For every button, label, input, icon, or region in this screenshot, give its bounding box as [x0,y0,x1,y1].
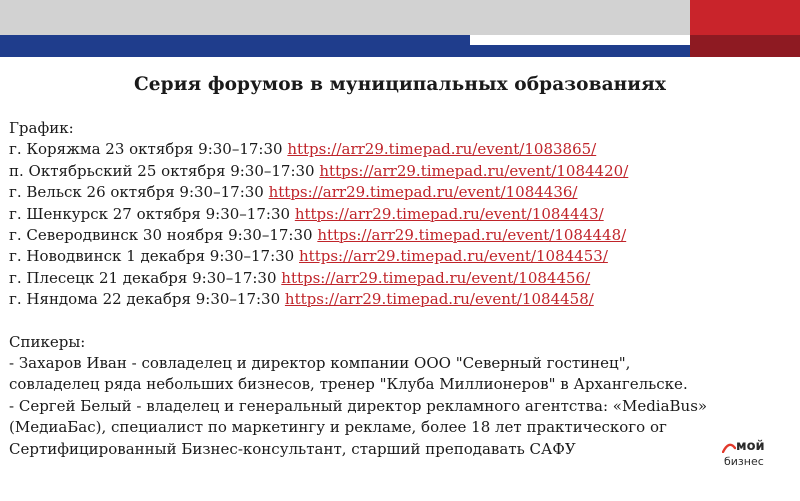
speaker-line: Сертифицированный Бизнес-консультант, старший преподавать САФУ [9,439,576,458]
schedule-item [9,161,769,182]
schedule-link[interactable]: https://arr29.timepad.ru/event/1084453/ [299,247,608,266]
speaker-line: совладелец ряда небольших бизнесов, тренер "Клуба Миллионеров" в Архангельске. [9,375,688,394]
logo-text-biznes: бизнес [724,455,764,468]
schedule-text: г. Новодвинск 1 декабря 9:30–17:30 [9,247,299,266]
schedule-item [9,139,769,160]
schedule-text: г. Няндома 22 декабря 9:30–17:30 [9,290,285,309]
page-title: Серия форумов в муниципальных образованиях [133,74,667,95]
schedule-link[interactable]: https://arr29.timepad.ru/event/1084448/ [317,226,627,245]
speaker-line: (МедиаБас), специалист по маркетингу и рекламе, более 18 лет практического ог [9,418,667,437]
header-band-red-dark [690,35,800,57]
speaker-line: - Сергей Белый - владелец и генеральный директор рекламного агентства: «MediaBus» [9,396,708,415]
header-band [0,0,800,57]
schedule-text: п. Октябрьский 25 октября 9:30–17:30 [9,161,320,180]
logo-text-moi: мой [736,439,765,454]
schedule-link[interactable]: https://arr29.timepad.ru/event/1083865/ [287,140,597,159]
content [9,118,769,460]
logo-arc-icon [722,443,736,453]
header-band-red [690,0,800,35]
schedule-label: График: [9,119,74,137]
speakers-label: Спикеры: [9,332,86,351]
schedule-text: г. Северодвинск 30 ноября 9:30–17:30 [9,226,318,245]
schedule-item [9,289,769,310]
schedule-link[interactable]: https://arr29.timepad.ru/event/1084443/ [294,204,604,223]
schedule-item [9,268,769,289]
schedule-link[interactable]: https://arr29.timepad.ru/event/1084436/ [268,183,578,202]
schedule-text: г. Шенкурск 27 октября 9:30–17:30 [9,204,295,223]
schedule-link[interactable]: https://arr29.timepad.ru/event/1084456/ [281,268,591,287]
moi-biznes-logo [722,441,780,475]
schedule-link[interactable]: https://arr29.timepad.ru/event/1084420/ [319,161,629,180]
schedule-item [9,182,769,203]
schedule-text: г. Плесецк 21 декабря 9:30–17:30 [9,268,282,287]
schedule-link[interactable]: https://arr29.timepad.ru/event/1084458/ [284,290,594,309]
schedule-item [9,246,769,267]
schedule-text: г. Вельск 26 октября 9:30–17:30 [9,183,269,202]
header-band-grey [0,0,800,35]
schedule-text: г. Коряжма 23 октября 9:30–17:30 [9,140,288,159]
speaker-line: - Захаров Иван - совладелец и директор компании ООО "Северный гостинец", [9,354,631,373]
spacer [9,311,769,332]
schedule-item [9,225,769,246]
schedule-item [9,204,769,225]
